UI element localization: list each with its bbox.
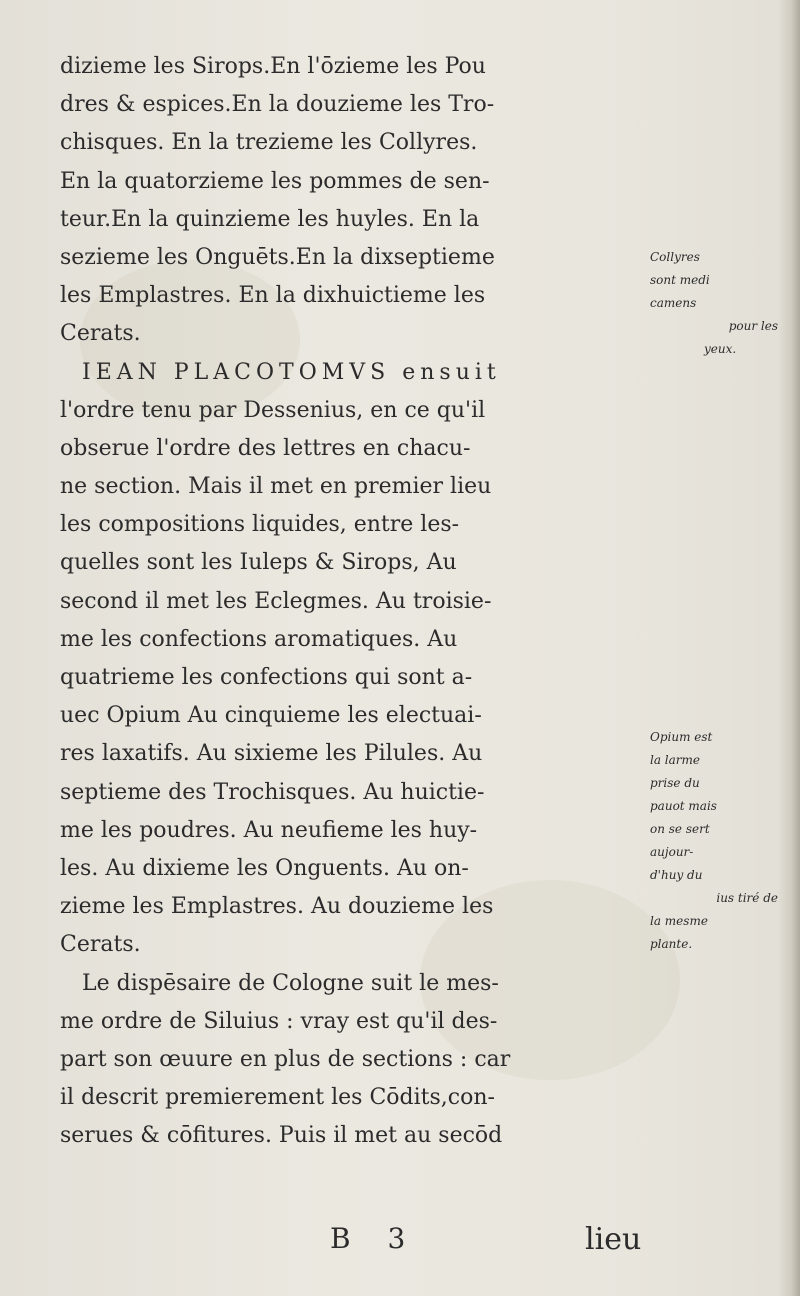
margin-note-line: la larme xyxy=(650,753,701,767)
margin-note-line: camens xyxy=(650,296,697,310)
text-line: chisques. En la trezieme les Collyres. xyxy=(60,130,478,156)
margin-note-line: pour les xyxy=(728,319,778,333)
text-line: quelles sont les Iuleps & Sirops, Au xyxy=(60,550,457,576)
margin-note-line: plante. xyxy=(650,937,693,951)
text-line: Cerats. xyxy=(60,321,141,347)
margin-note-opium xyxy=(650,726,790,956)
margin-note-line: aujour- xyxy=(650,845,694,859)
text-line: quatrieme les confections qui sont a- xyxy=(60,665,473,690)
margin-note-line: yeux. xyxy=(704,342,737,356)
text-line: les Emplastres. En la dixhuictieme les xyxy=(60,283,486,309)
text-line: sezieme les Onguēts.En la dixseptieme xyxy=(60,244,495,270)
text-line: uec Opium Au cinquieme les electuai- xyxy=(60,703,482,729)
text-line: teur.En la quinzieme les huyles. En la xyxy=(60,206,480,232)
text-line: les compositions liquides, entre les- xyxy=(60,512,460,538)
catchword: lieu xyxy=(585,1222,642,1257)
margin-note-line: Collyres xyxy=(650,250,700,264)
margin-note-line: la mesme xyxy=(650,914,708,928)
text-line: obserue l'ordre des lettres en chacu- xyxy=(60,435,471,461)
margin-note-line: on se sert xyxy=(650,822,710,836)
margin-note-collyres xyxy=(650,246,790,361)
margin-note-line: d'huy du xyxy=(650,868,703,882)
text-line: septieme des Trochisques. Au huictie- xyxy=(60,779,485,805)
text-line-heading: IEAN PLACOTOMVS ensuit xyxy=(82,359,501,385)
text-line: Le dispēsaire de Cologne suit le mes- xyxy=(82,970,499,996)
margin-note-line: sont medi xyxy=(650,273,710,287)
text-line: zieme les Emplastres. Au douzieme les xyxy=(60,894,494,920)
text-line: dizieme les Sirops.En l'ōzieme les Pou xyxy=(60,54,486,79)
text-line: res laxatifs. Au sixieme les Pilules. Au xyxy=(60,741,483,767)
text-line: l'ordre tenu par Dessenius, en ce qu'il xyxy=(60,397,486,423)
text-line: Cerats. xyxy=(60,932,141,958)
text-line: me ordre de Siluius : vray est qu'il des- xyxy=(60,1008,498,1034)
main-text-block xyxy=(60,48,640,1155)
text-line: second il met les Eclegmes. Au troisie- xyxy=(60,588,492,614)
text-line: serues & cōfitures. Puis il met au secōd xyxy=(60,1123,503,1149)
text-line: me les confections aromatiques. Au xyxy=(60,626,458,652)
margin-note-line: ius tiré de xyxy=(716,891,778,905)
margin-note-line: pauot mais xyxy=(650,799,717,813)
text-line: ne section. Mais il met en premier lieu xyxy=(60,474,492,500)
text-line: les. Au dixieme les Onguents. Au on- xyxy=(60,855,469,881)
page-edge-shadow xyxy=(778,0,800,1296)
text-line: me les poudres. Au neufieme les huy- xyxy=(60,817,478,843)
margin-note-line: Opium est xyxy=(650,730,713,744)
text-line: part son œuure en plus de sections : car xyxy=(60,1046,511,1072)
signature-mark: B 3 xyxy=(330,1222,420,1255)
text-line: En la quatorzieme les pommes de sen- xyxy=(60,168,490,194)
text-line: dres & espices.En la douzieme les Tro- xyxy=(60,92,495,118)
margin-note-line: prise du xyxy=(650,776,700,790)
text-line: il descrit premierement les Cōdits,con- xyxy=(60,1085,495,1111)
